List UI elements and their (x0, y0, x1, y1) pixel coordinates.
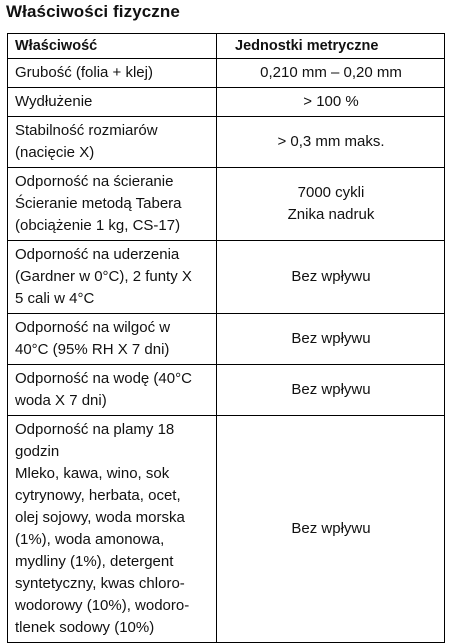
table-row (8, 241, 445, 314)
property-cell (8, 168, 217, 241)
property-text: Odporność na wodę (40°C (15, 370, 192, 387)
property-cell (8, 314, 217, 365)
property-text: (nacięcie X) (15, 144, 95, 161)
property-text: Stabilność rozmiarów (15, 122, 158, 139)
property-text: Ścieranie metodą Tabera (15, 195, 182, 212)
property-text: 5 cali w 4°C (15, 290, 95, 307)
property-text: Wydłużenie (15, 93, 93, 110)
value-text: > 0,3 mm maks. (277, 133, 385, 150)
value-text: > 100 % (303, 93, 359, 110)
value-text: 0,210 mm – 0,20 mm (260, 64, 402, 81)
table-row (8, 59, 445, 88)
value-text: Bez wpływu (291, 330, 371, 347)
property-text: Mleko, kawa, wino, sok (15, 465, 170, 482)
value-cell (217, 416, 445, 643)
header-property: Właściwość (8, 34, 217, 59)
table-row (8, 365, 445, 416)
value-cell (217, 59, 445, 88)
property-text: godzin (15, 443, 60, 460)
property-cell (8, 88, 217, 117)
property-text: wodorowy (10%), wodoro- (15, 597, 190, 614)
value-cell (217, 314, 445, 365)
header-metric-units: Jednostki metryczne (217, 34, 445, 59)
table-row (8, 168, 445, 241)
value-text: Znika nadruk (287, 206, 375, 223)
value-cell (217, 88, 445, 117)
property-text: Odporność na uderzenia (15, 246, 180, 263)
value-cell (217, 241, 445, 314)
property-cell (8, 117, 217, 168)
value-cell (217, 117, 445, 168)
property-text: olej sojowy, woda morska (15, 509, 185, 526)
property-text: cytrynowy, herbata, ocet, (15, 487, 181, 504)
property-text: Odporność na plamy 18 (15, 421, 175, 438)
property-cell (8, 241, 217, 314)
table-row (8, 88, 445, 117)
value-text: Bez wpływu (291, 381, 371, 398)
page-title: Właściwości fizyczne (6, 2, 180, 21)
property-text: syntetyczny, kwas chloro- (15, 575, 185, 592)
table-row (8, 416, 445, 643)
property-text: Odporność na ścieranie (15, 173, 174, 190)
properties-table (7, 33, 445, 643)
property-cell (8, 416, 217, 643)
property-text: (Gardner w 0°C), 2 funty X (15, 268, 192, 285)
property-text: Odporność na wilgoć w (15, 319, 171, 336)
table-row (8, 314, 445, 365)
property-text: mydliny (1%), detergent (15, 553, 174, 570)
property-text: (obciążenie 1 kg, CS-17) (15, 217, 181, 234)
property-text: (1%), woda amonowa, (15, 531, 165, 548)
value-text: 7000 cykli (297, 184, 365, 201)
value-cell (217, 365, 445, 416)
property-text: 40°C (95% RH X 7 dni) (15, 341, 170, 358)
property-cell (8, 365, 217, 416)
table-header-row (8, 34, 445, 59)
value-text: Bez wpływu (291, 268, 371, 285)
property-text: Grubość (folia + klej) (15, 64, 153, 81)
table-body (8, 59, 445, 643)
value-cell (217, 168, 445, 241)
property-text: tlenek sodowy (10%) (15, 619, 155, 636)
value-text: Bez wpływu (291, 520, 371, 537)
property-text: woda X 7 dni) (15, 392, 107, 409)
property-cell (8, 59, 217, 88)
table-row (8, 117, 445, 168)
